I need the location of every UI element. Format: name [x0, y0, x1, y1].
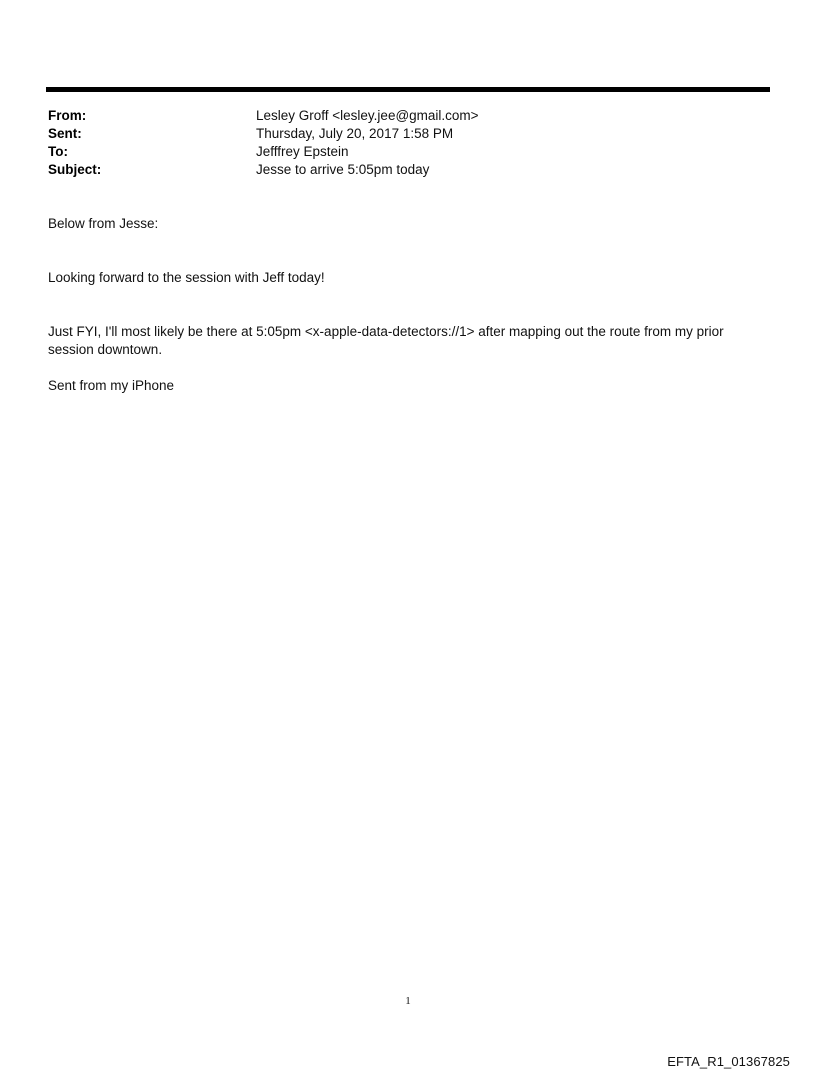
page-number: 1 [405, 995, 411, 1007]
subject-label: Subject: [48, 162, 102, 177]
sent-value: Thursday, July 20, 2017 1:58 PM [256, 126, 454, 141]
body-greeting: Looking forward to the session with Jeff today! [48, 270, 325, 285]
body-signature: Sent from my iPhone [48, 378, 175, 393]
bates-number: EFTA_R1_01367825 [667, 1054, 790, 1069]
from-row [48, 107, 768, 125]
body-intro: Below from Jesse: [48, 216, 159, 231]
to-label: To: [48, 144, 68, 159]
subject-value: Jesse to arrive 5:05pm today [256, 162, 430, 177]
header-divider [46, 87, 770, 92]
from-value: Lesley Groff <lesley.jee@gmail.com> [256, 108, 479, 123]
sent-row [48, 125, 768, 143]
email-header [48, 107, 768, 179]
body-message: Just FYI, I'll most likely be there at 5:05pm <x-apple-data-detectors://1> after mapping out the route from my prior session downtown. [48, 324, 724, 357]
sent-label: Sent: [48, 126, 82, 141]
to-value: Jefffrey Epstein [256, 144, 349, 159]
subject-row [48, 161, 768, 179]
from-label: From: [48, 108, 87, 123]
to-row [48, 143, 768, 161]
